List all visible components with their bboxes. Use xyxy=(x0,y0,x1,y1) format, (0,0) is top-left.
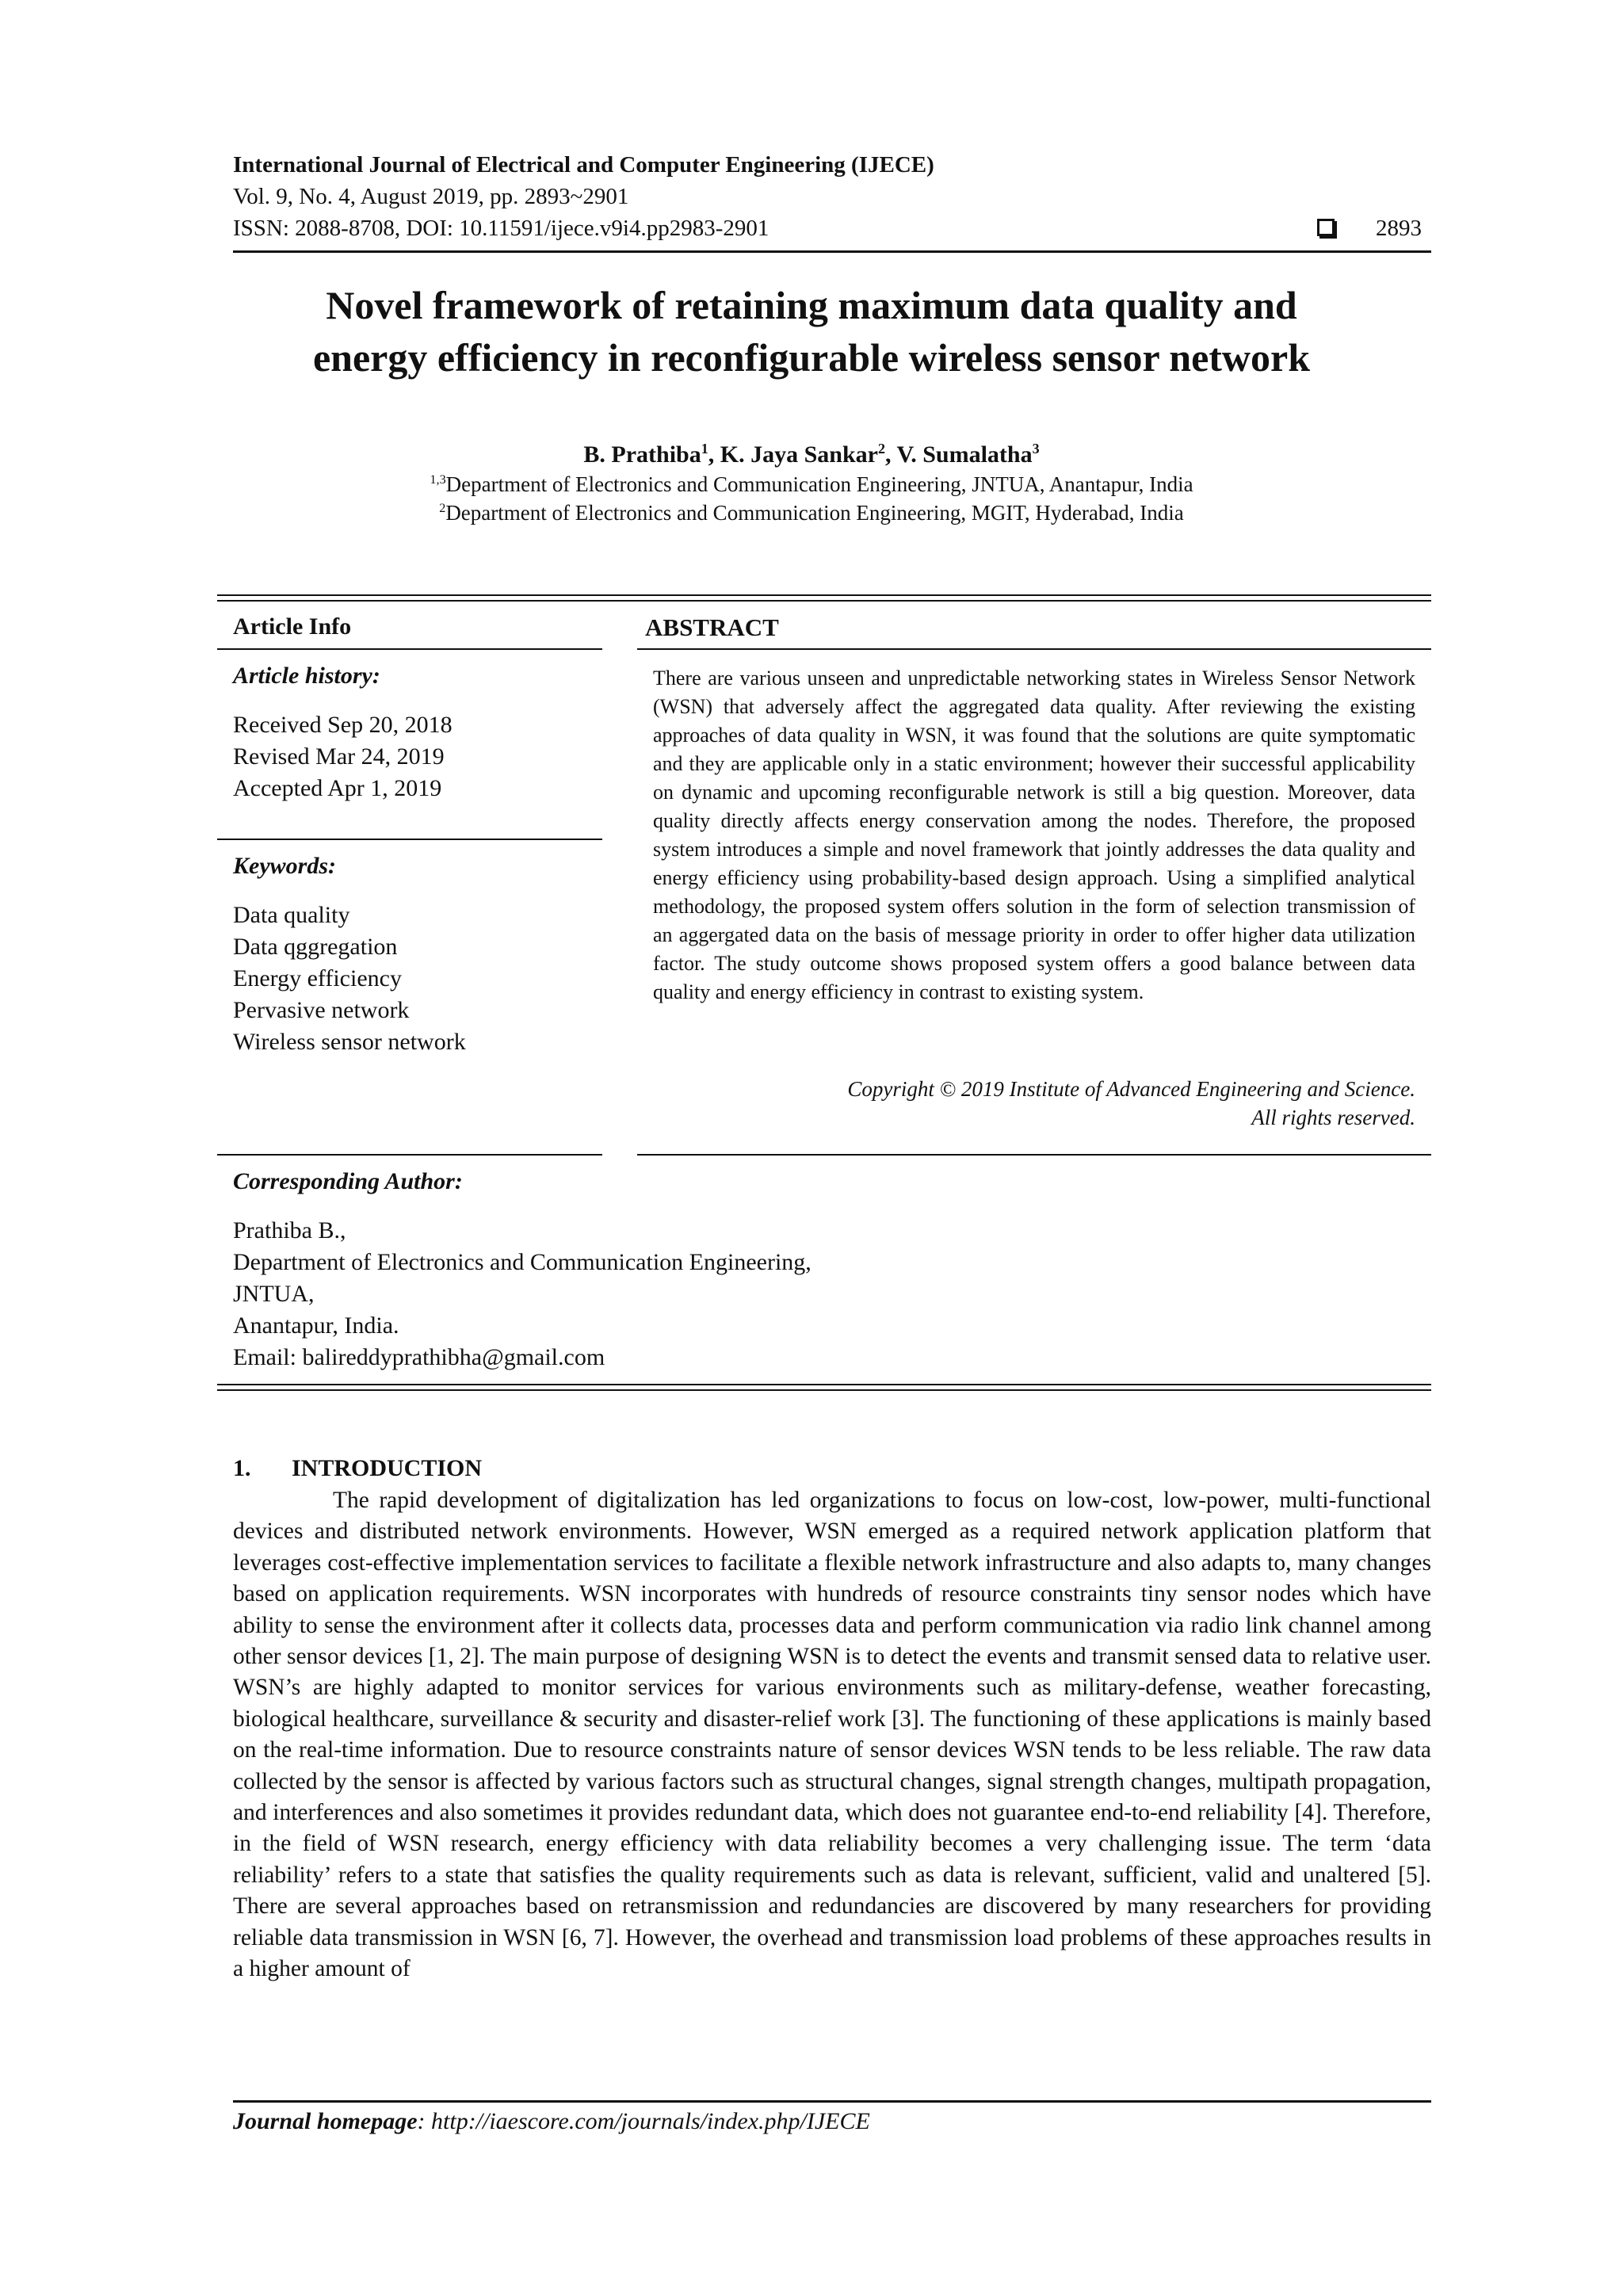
homepage-url[interactable]: : http://iaescore.com/journals/index.php/IJECE xyxy=(417,2108,870,2134)
footer-rule xyxy=(233,2100,1431,2103)
article-history-heading: Article history: xyxy=(233,663,380,689)
abstract-text: There are various unseen and unpredictable networking states in Wireless Sensor Network (WSN) that adversely affect the aggregated data quality. After reviewing the existing approaches of data quality in WSN, it was found that the solutions are quite symptomatic and they are applicable only in a static environment; however their successful applicability on dynamic and upcoming reconfigurable network is still a big question. Moreover, data quality directly affects energy conservation among the nodes. Therefore, the proposed system introduces a simple and novel framework that jointly addresses the data quality and energy efficiency using probability-based design approach. Using a simplified analytical methodology, the proposed system offers solution in the form of selection transmission of an aggergated data on the basis of message priority in order to offer higher data utilization factor. The study outcome shows proposed system offers a good balance between data quality and energy efficiency in contrast to existing system. xyxy=(653,667,1415,1003)
info-top-rule-1 xyxy=(217,594,1431,596)
keywords-heading: Keywords: xyxy=(233,853,336,879)
issn-doi: ISSN: 2088-8708, DOI: 10.11591/ijece.v9i4.pp2983-2901 xyxy=(233,216,769,241)
section-number: 1. xyxy=(233,1455,251,1481)
page-number: 2893 xyxy=(1376,216,1422,241)
journal-name: International Journal of Electrical and Computer Engineering (IJECE) xyxy=(233,152,934,178)
copyright-line-1: Copyright © 2019 Institute of Advanced Engineering and Science. xyxy=(847,1077,1415,1101)
homepage-label: Journal homepage xyxy=(233,2108,418,2134)
abstract-rule xyxy=(637,648,1431,650)
keyword-item: Pervasive network xyxy=(233,997,410,1023)
accepted-date: Accepted Apr 1, 2019 xyxy=(233,775,442,801)
affiliation-text: Department of Electronics and Communication Engineering, JNTUA, Anantapur, India xyxy=(445,472,1193,496)
author-sup: 3 xyxy=(1032,441,1040,457)
keyword-item: Data qggregation xyxy=(233,934,398,960)
keyword-item: Energy efficiency xyxy=(233,965,402,991)
volume-info: Vol. 9, No. 4, August 2019, pp. 2893~2901 xyxy=(233,184,629,209)
corresponding-location: Anantapur, India. xyxy=(233,1312,399,1339)
author-sup: 2 xyxy=(877,441,885,457)
header-rule xyxy=(233,250,1431,253)
corresponding-email: Email: balireddyprathibha@gmail.com xyxy=(233,1344,605,1370)
affiliation-2 xyxy=(0,501,1623,525)
keywords-rule xyxy=(217,1154,602,1156)
affiliation-1 xyxy=(0,472,1623,497)
copyright-line-2: All rights reserved. xyxy=(1251,1106,1415,1129)
title-line-1: Novel framework of retaining maximum data quality and xyxy=(326,283,1297,327)
received-date: Received Sep 20, 2018 xyxy=(233,712,453,738)
article-info-rule xyxy=(217,648,602,650)
corresponding-institution: JNTUA, xyxy=(233,1281,315,1307)
corresponding-author-heading: Corresponding Author: xyxy=(233,1168,463,1194)
corresponding-name: Prathiba B., xyxy=(233,1217,346,1244)
checkbox-square-icon xyxy=(1317,219,1335,236)
author-name: K. Jaya Sankar xyxy=(720,441,878,468)
author-name: B. Prathiba xyxy=(583,441,701,468)
author-name: V. Sumalatha xyxy=(896,441,1033,468)
affiliation-text: Department of Electronics and Communication Engineering, MGIT, Hyderabad, India xyxy=(445,501,1184,525)
keyword-item: Wireless sensor network xyxy=(233,1029,466,1055)
abstract-bottom-rule xyxy=(637,1154,1431,1156)
abstract-heading: ABSTRACT xyxy=(645,613,779,641)
introduction-paragraph: The rapid development of digitalization has led organizations to focus on low-cost, low-power, multi-functional devices and distributed network environments. However, WSN emerged as a required network application platform that leverages cost-effective implementation services to facilitate a flexible network infrastructure and also adapts to, many changes based on application requirements. WSN incorporates with hundreds of resource constraints tiny sensor nodes which have ability to sense the environment after it collects data, processes data and perform communication via radio link channel among other sensor devices [1, 2]. The main purpose of designing WSN is to detect the events and transmit sensed data to relative user. WSN’s are highly adapted to monitor services for various environments such as military-defense, weather forecasting, biological healthcare, surveillance & security and disaster-relief work [3]. The functioning of these applications is mainly based on the real-time information. Due to resource constraints nature of sensor devices WSN tends to be less reliable. The raw data collected by the sensor is affected by various factors such as structural changes, signal strength changes, multipath propagation, and interferences and also sometimes it provides redundant data, which does not guarantee end-to-end reliability [4]. Therefore, in the field of WSN research, energy efficiency with data reliability becomes a very challenging issue. The term ‘data reliability’ refers to a state that satisfies the quality requirements such as data is relevant, sufficient, valid and unaltered [5]. There are several approaches based on retransmission and redundancies are discovered by many researchers for providing reliable data transmission in WSN [6, 7]. However, the overhead and transmission load problems of these approaches results in a higher amount of xyxy=(233,1488,1431,1982)
author-list: B. Prathiba$^1$, K. Jaya Sankar$^2$, V. Sumalatha$^3$ xyxy=(583,441,1040,468)
revised-date: Revised Mar 24, 2019 xyxy=(233,743,445,770)
info-bottom-rule-2 xyxy=(217,1389,1431,1391)
info-bottom-rule-1 xyxy=(217,1384,1431,1385)
keyword-item: Data quality xyxy=(233,902,350,928)
article-info-heading: Article Info xyxy=(233,613,352,640)
author-sup: 1 xyxy=(701,441,708,457)
journal-homepage xyxy=(233,2108,870,2135)
paper-title xyxy=(0,279,1623,384)
info-top-rule-2 xyxy=(217,600,1431,602)
corresponding-department: Department of Electronics and Communication Engineering, xyxy=(233,1249,812,1275)
copyright-notice xyxy=(653,1075,1415,1132)
title-line-2: energy efficiency in reconfigurable wireless sensor network xyxy=(312,335,1311,380)
affiliation-sup: 1,3 xyxy=(430,472,446,487)
history-rule xyxy=(217,839,602,840)
affiliation-sup: 2 xyxy=(439,501,446,515)
section-title: INTRODUCTION xyxy=(292,1455,483,1481)
